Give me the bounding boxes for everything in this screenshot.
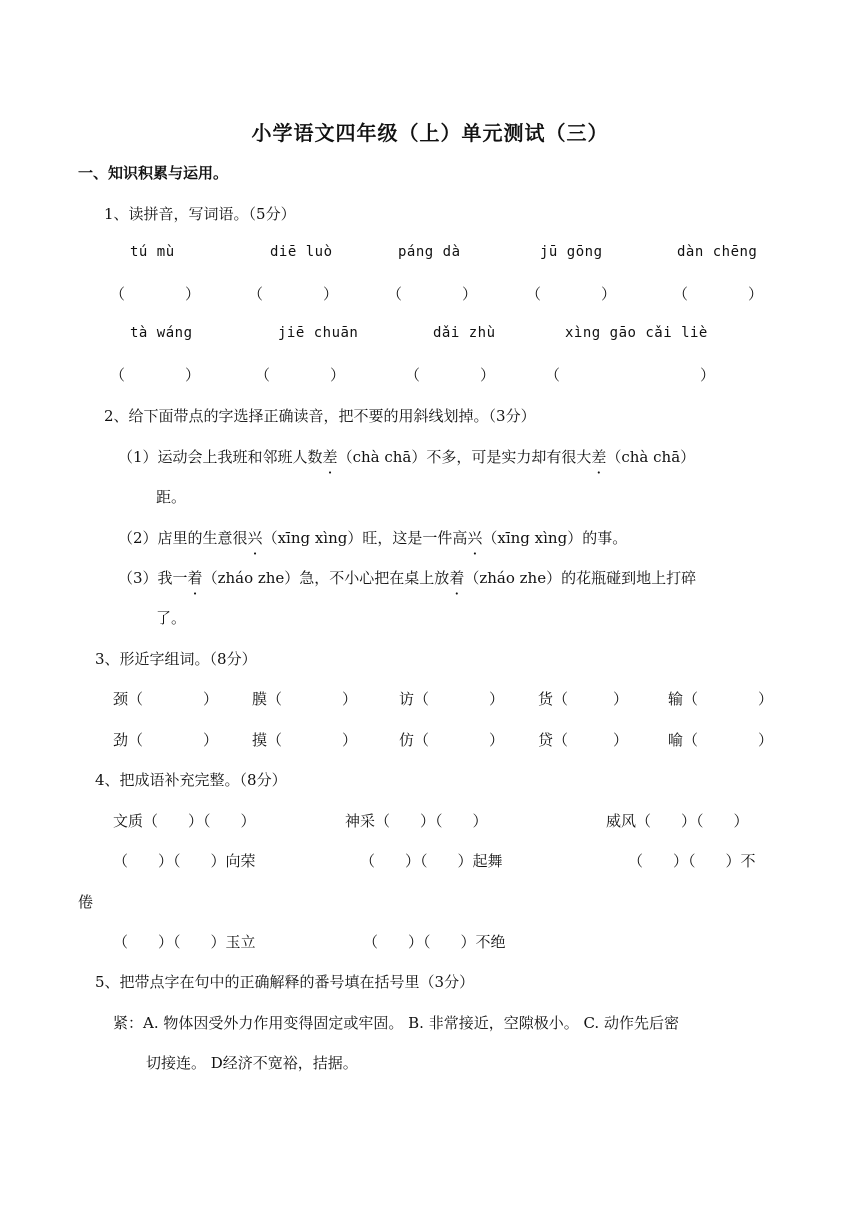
answer-blank[interactable]: （ ） — [110, 366, 201, 384]
q1-pinyin: diē luò — [270, 244, 333, 260]
idiom-item[interactable]: 神采（ ）（ ） — [345, 812, 488, 830]
dotted-char: 兴 — [247, 529, 263, 547]
q1-heading: 1、读拼音，写词语。（5分） — [104, 205, 296, 223]
q1-pinyin: tà wáng — [130, 325, 193, 341]
answer-blank[interactable]: （ ） — [255, 366, 346, 384]
q3-item[interactable]: 喻（ ） — [668, 731, 774, 749]
pinyin-choice[interactable]: （xīng xìng）的事。 — [482, 529, 628, 547]
idiom-item[interactable]: （ ）（ ）起舞 — [360, 852, 503, 870]
dotted-char: 着 — [187, 569, 203, 587]
idiom-item[interactable]: （ ）（ ）不绝 — [363, 933, 506, 951]
q3-item[interactable]: 膜（ ） — [252, 690, 358, 708]
q4-heading: 4、把成语补充完整。（8分） — [95, 771, 287, 789]
dotted-char: 差 — [322, 448, 338, 466]
q1-pinyin: jiē chuān — [278, 325, 359, 341]
idiom-item[interactable]: 威风（ ）（ ） — [606, 812, 749, 830]
section-heading-1: 一、知识积累与运用。 — [78, 164, 229, 182]
q2-item-3-cont: 了。 — [156, 609, 187, 627]
q2-heading: 2、给下面带点的字选择正确读音，把不要的用斜线划掉。（3分） — [104, 407, 536, 425]
idiom-item[interactable]: （ ）（ ）向荣 — [113, 852, 256, 870]
q3-item[interactable]: 颈（ ） — [113, 690, 219, 708]
q3-item[interactable]: 访（ ） — [399, 690, 505, 708]
q2-item-text: （1）运动会上我班和邻班人数 — [118, 448, 323, 466]
q1-pinyin: páng dà — [398, 244, 461, 260]
q3-item[interactable]: 仿（ ） — [399, 731, 505, 749]
q2-item-1 — [118, 446, 695, 467]
idiom-wrap: 倦 — [78, 893, 94, 911]
q1-pinyin: tú mù — [130, 244, 175, 260]
dotted-char: 兴 — [467, 529, 483, 547]
definition-line: 紧：A. 物体因受外力作用变得固定或牢固。 B. 非常接近，空隙极小。 C. 动作先后密 — [113, 1014, 679, 1032]
q2-item-1-cont: 距。 — [156, 488, 187, 506]
answer-blank[interactable]: （ ） — [387, 285, 478, 303]
pinyin-choice[interactable]: （xīng xìng）旺，这是一件高 — [262, 529, 468, 547]
page-title: 小学语文四年级（上）单元测试（三） — [251, 121, 609, 145]
q2-item-2 — [118, 527, 627, 548]
q2-item-text: （2）店里的生意很 — [118, 529, 248, 547]
q1-pinyin: jū gōng — [540, 244, 603, 260]
q3-item[interactable]: 劲（ ） — [113, 731, 219, 749]
answer-blank[interactable]: （ ） — [405, 366, 496, 384]
q1-pinyin: dǎi zhù — [433, 325, 496, 341]
q3-item[interactable]: 输（ ） — [668, 690, 774, 708]
idiom-item[interactable]: （ ）（ ）玉立 — [113, 933, 256, 951]
answer-blank[interactable]: （ ） — [673, 285, 764, 303]
q2-item-3 — [118, 567, 696, 588]
q3-item[interactable]: 货（ ） — [538, 690, 629, 708]
q1-pinyin: xìng gāo cǎi liè — [565, 325, 708, 341]
answer-blank[interactable]: （ ） — [110, 285, 201, 303]
answer-blank[interactable]: （ ） — [526, 285, 617, 303]
dotted-char: 着 — [449, 569, 465, 587]
q3-item[interactable]: 摸（ ） — [252, 731, 358, 749]
answer-blank[interactable]: （ ） — [248, 285, 339, 303]
idiom-item[interactable]: 文质（ ）（ ） — [113, 812, 256, 830]
idiom-item[interactable]: （ ）（ ）不 — [628, 852, 756, 870]
q1-pinyin: dàn chēng — [677, 244, 758, 260]
pinyin-choice[interactable]: （zháo zhe）的花瓶碰到地上打碎 — [464, 569, 697, 587]
q3-item[interactable]: 贷（ ） — [538, 731, 629, 749]
answer-blank[interactable]: （ ） — [545, 366, 732, 384]
pinyin-choice[interactable]: （chà chā）不多，可是实力却有很大 — [337, 448, 592, 466]
dotted-char: 差 — [591, 448, 607, 466]
q2-item-text: （3）我一 — [118, 569, 188, 587]
q5-heading: 5、把带点字在句中的正确解释的番号填在括号里（3分） — [95, 973, 475, 991]
q3-heading: 3、形近字组词。（8分） — [95, 650, 257, 668]
pinyin-choice[interactable]: （zháo zhe）急，不小心把在桌上放 — [202, 569, 450, 587]
definition-line: 切接连。 D经济不宽裕，拮据。 — [146, 1054, 358, 1072]
pinyin-choice[interactable]: （chà chā） — [606, 448, 696, 466]
